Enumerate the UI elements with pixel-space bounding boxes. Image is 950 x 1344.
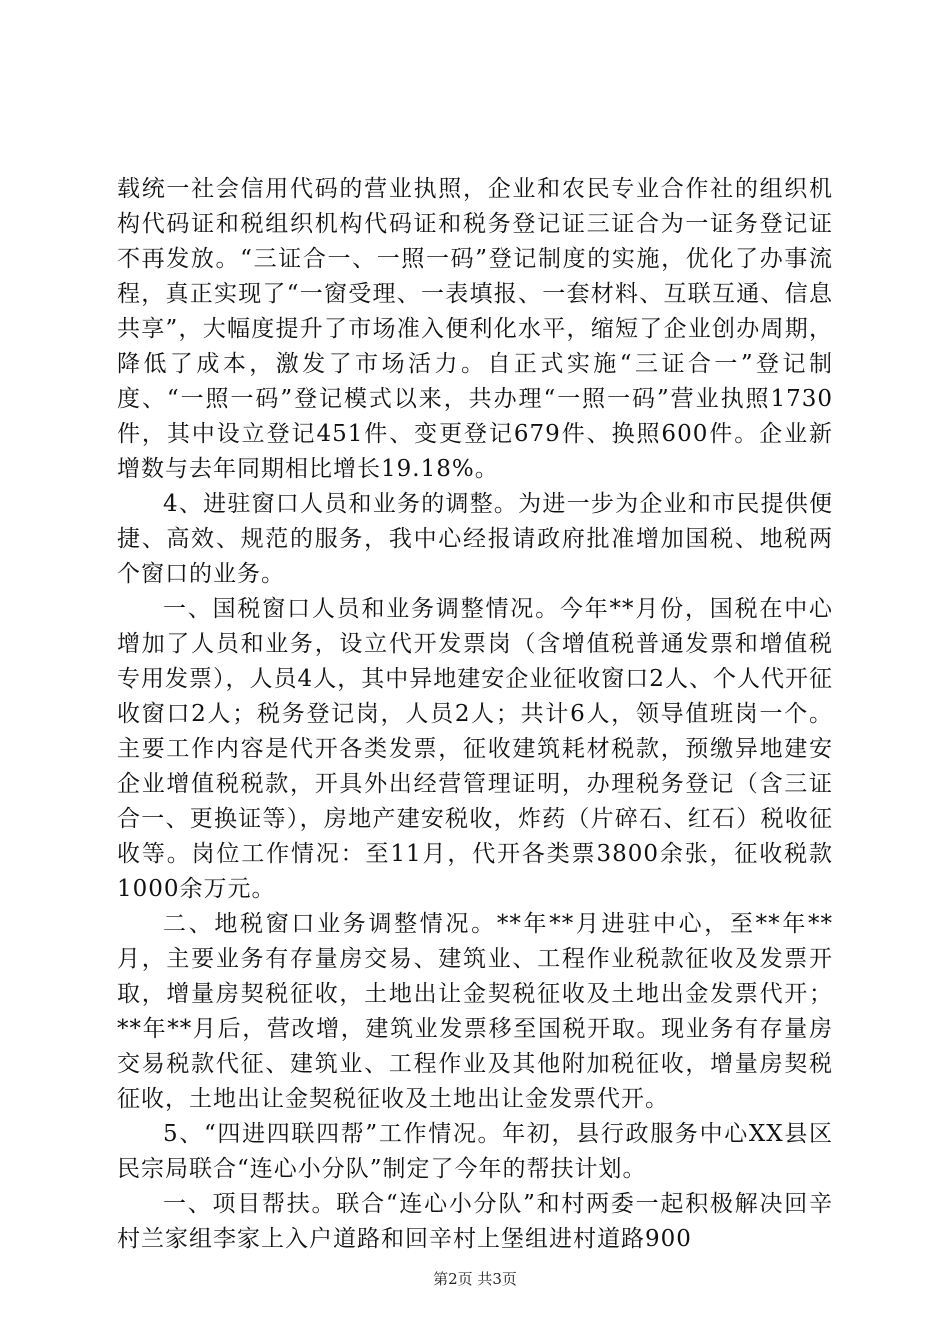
paragraph-5: 5、“四进四联四帮”工作情况。年初，县行政服务中心XX县区民宗局联合“连心小分队”制定了今年的帮扶计划。	[117, 1121, 833, 1182]
paragraph-6: 一、项目帮扶。联合“连心小分队”和村两委一起积极解决回辛村兰家组李家上入户道路和回辛村上堡组进村道路900	[117, 1191, 833, 1252]
document-body	[117, 172, 833, 1257]
paragraph-2: 4、进驻窗口人员和业务的调整。为进一步为企业和市民提供便捷、高效、规范的服务，我中心经报请政府批准增加国税、地税两个窗口的业务。	[117, 491, 833, 587]
paragraph-3: 一、国税窗口人员和业务调整情况。今年**月份，国税在中心增加了人员和业务，设立代开发票岗（含增值税普通发票和增值税专用发票），人员4人，其中异地建安企业征收窗口2人、个人代开征收窗口2人；税务登记岗，人员2人；共计6人，领导值班岗一个。主要工作内容是代开各类发票，征收建筑耗材税款，预缴异地建安企业增值税税款，开具外出经营管理证明，办理税务登记（含三证合一、更换证等），房地产建安税收，炸药（片碎石、红石）税收征收等。岗位工作情况：至11月，代开各类票3800余张，征收税款1000余万元。	[117, 596, 833, 902]
paragraph-4: 二、地税窗口业务调整情况。**年**月进驻中心，至**年**月，主要业务有存量房交易、建筑业、工程作业税款征收及发票开取，增量房契税征收，土地出让金契税征收及土地出金发票代开；**年**月后，营改增，建筑业发票移至国税开取。现业务有存量房交易税款代征、建筑业、工程作业及其他附加税征收，增量房契税征收，土地出让金契税征收及土地出让金发票代开。	[117, 911, 833, 1112]
page-footer: 第2页 共3页	[433, 1270, 517, 1288]
paragraph-1: 载统一社会信用代码的营业执照，企业和农民专业合作社的组织机构代码证和税组织机构代码证和税务登记证三证合为一证务登记证不再发放。“三证合一、一照一码”登记制度的实施，优化了办事流程，真正实现了“一窗受理、一表填报、一套材料、互联互通、信息共享”，大幅度提升了市场准入便利化水平，缩短了企业创办周期，降低了成本，激发了市场活力。自正式实施“三证合一”登记制度、“一照一码”登记模式以来，共办理“一照一码”营业执照1730件，其中设立登记451件、变更登记679件、换照600件。企业新增数与去年同期相比增长19.18%。	[117, 176, 833, 482]
